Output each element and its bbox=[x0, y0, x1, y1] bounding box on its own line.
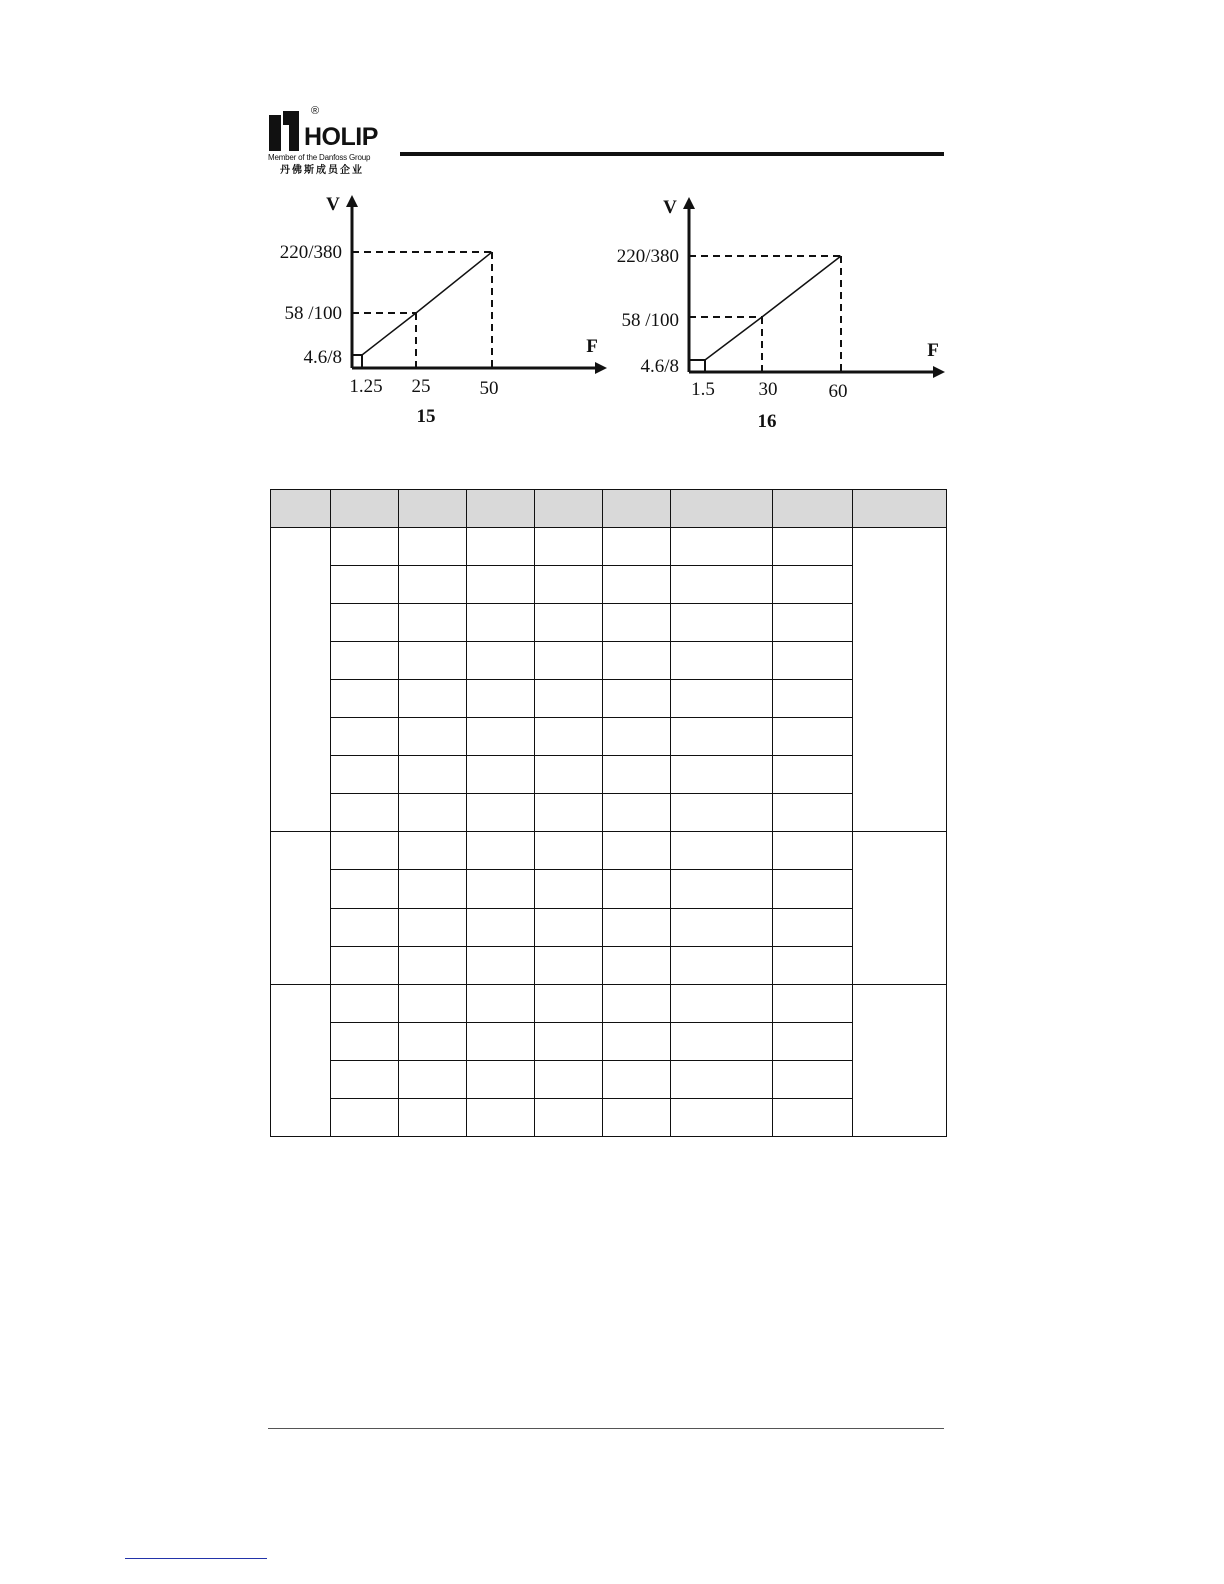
table-cell bbox=[467, 680, 535, 718]
chart-15-x-tick-label: 1.25 bbox=[349, 376, 383, 397]
table-cell bbox=[331, 832, 399, 870]
table-cell bbox=[535, 566, 603, 604]
chart-16-y-tick-label: 4.6/8 bbox=[640, 356, 679, 377]
table-cell bbox=[671, 832, 773, 870]
table-cell bbox=[331, 642, 399, 680]
table-cell bbox=[603, 756, 671, 794]
table-cell bbox=[467, 946, 535, 984]
table-cell bbox=[603, 1022, 671, 1060]
table-cell bbox=[467, 1098, 535, 1136]
chart-16-x-axis-label: F bbox=[927, 340, 939, 361]
table-cell bbox=[467, 984, 535, 1022]
table-cell bbox=[535, 642, 603, 680]
chart-16-y-tick-label: 220/380 bbox=[616, 246, 679, 267]
table-row bbox=[271, 1022, 947, 1060]
table-cell bbox=[671, 756, 773, 794]
table-cell bbox=[773, 870, 853, 908]
table-cell bbox=[331, 908, 399, 946]
table-row bbox=[271, 908, 947, 946]
table-cell bbox=[603, 1098, 671, 1136]
table-row bbox=[271, 984, 947, 1022]
table-cell bbox=[331, 794, 399, 832]
table-cell bbox=[331, 870, 399, 908]
table-cell bbox=[535, 1022, 603, 1060]
chart-16-x-tick-label: 30 bbox=[758, 379, 778, 400]
chart-16-x-axis-arrow-icon bbox=[933, 366, 945, 378]
chart-15-y-tick-label: 220/380 bbox=[279, 242, 342, 263]
table-row bbox=[271, 832, 947, 870]
chart-15-x-tick-label: 25 bbox=[411, 376, 431, 397]
table-cell bbox=[773, 832, 853, 870]
table-row bbox=[271, 718, 947, 756]
table-cell bbox=[671, 984, 773, 1022]
table-cell bbox=[671, 1060, 773, 1098]
table-cell bbox=[399, 756, 467, 794]
table-cell bbox=[603, 870, 671, 908]
table-row bbox=[271, 870, 947, 908]
table-header-cell bbox=[467, 490, 535, 528]
chart-16-vf-line bbox=[705, 256, 841, 360]
table-cell bbox=[603, 642, 671, 680]
table-cell bbox=[603, 1060, 671, 1098]
table-cell bbox=[773, 1022, 853, 1060]
table-cell bbox=[773, 1098, 853, 1136]
table-cell bbox=[773, 680, 853, 718]
table-header-cell bbox=[399, 490, 467, 528]
registered-mark: ® bbox=[311, 105, 320, 117]
table-cell bbox=[773, 642, 853, 680]
table-cell bbox=[399, 908, 467, 946]
group-label-cell bbox=[271, 528, 331, 832]
table-row bbox=[271, 946, 947, 984]
parameter-table-body bbox=[270, 489, 947, 1137]
table-cell bbox=[331, 604, 399, 642]
chart-15-vf-line bbox=[362, 252, 492, 355]
table-cell bbox=[671, 718, 773, 756]
table-row bbox=[271, 756, 947, 794]
group-note-cell bbox=[853, 984, 947, 1136]
table-cell bbox=[773, 1060, 853, 1098]
chart-15-y-axis-label: V bbox=[326, 194, 340, 215]
table-cell bbox=[399, 870, 467, 908]
table-cell bbox=[603, 528, 671, 566]
table-cell bbox=[535, 528, 603, 566]
brand-name: HOLIP bbox=[304, 123, 378, 151]
table-cell bbox=[467, 870, 535, 908]
table-cell bbox=[399, 1022, 467, 1060]
table-header-row bbox=[271, 490, 947, 528]
group-note-cell bbox=[853, 528, 947, 832]
table-cell bbox=[603, 680, 671, 718]
group-label-cell bbox=[271, 832, 331, 984]
chart-15-y-axis-arrow-icon bbox=[346, 195, 358, 207]
table-cell bbox=[399, 1098, 467, 1136]
table-row bbox=[271, 1098, 947, 1136]
table-cell bbox=[603, 604, 671, 642]
brand-tagline-cn: 丹佛斯成员企业 bbox=[280, 165, 364, 176]
table-cell bbox=[773, 946, 853, 984]
table-header-cell bbox=[271, 490, 331, 528]
table-cell bbox=[671, 528, 773, 566]
table-cell bbox=[399, 794, 467, 832]
chart-15-x-axis-label: F bbox=[586, 336, 598, 357]
table-cell bbox=[467, 1060, 535, 1098]
table-cell bbox=[773, 604, 853, 642]
group-note-cell bbox=[853, 832, 947, 984]
table-header-cell bbox=[853, 490, 947, 528]
table-cell bbox=[331, 984, 399, 1022]
table-cell bbox=[399, 718, 467, 756]
footer-link-underline[interactable] bbox=[125, 1558, 267, 1559]
table-cell bbox=[603, 794, 671, 832]
group-label-cell bbox=[271, 984, 331, 1136]
table-cell bbox=[535, 984, 603, 1022]
table-row bbox=[271, 604, 947, 642]
chart-15-y-tick-label: 4.6/8 bbox=[303, 347, 342, 368]
table-cell bbox=[535, 680, 603, 718]
chart-16-y-axis-arrow-icon bbox=[683, 197, 695, 209]
table-cell bbox=[331, 946, 399, 984]
table-cell bbox=[671, 604, 773, 642]
table-cell bbox=[535, 870, 603, 908]
table-cell bbox=[773, 566, 853, 604]
table-header-cell bbox=[331, 490, 399, 528]
table-cell bbox=[671, 680, 773, 718]
table-cell bbox=[603, 832, 671, 870]
table-cell bbox=[467, 566, 535, 604]
table-cell bbox=[399, 946, 467, 984]
vf-curve-charts bbox=[0, 0, 1224, 480]
table-row bbox=[271, 642, 947, 680]
table-cell bbox=[773, 984, 853, 1022]
table-cell bbox=[331, 528, 399, 566]
table-cell bbox=[331, 1098, 399, 1136]
table-cell bbox=[399, 680, 467, 718]
table-cell bbox=[671, 566, 773, 604]
table-cell bbox=[671, 1098, 773, 1136]
table-cell bbox=[671, 794, 773, 832]
table-cell bbox=[773, 528, 853, 566]
table-cell bbox=[399, 984, 467, 1022]
chart-16-x-tick-label: 1.5 bbox=[691, 379, 715, 400]
table-cell bbox=[331, 1022, 399, 1060]
table-cell bbox=[467, 604, 535, 642]
table-cell bbox=[467, 756, 535, 794]
table-cell bbox=[467, 642, 535, 680]
brand-tagline: Member of the Danfoss Group bbox=[268, 153, 371, 162]
table-cell bbox=[535, 832, 603, 870]
table-cell bbox=[331, 566, 399, 604]
table-cell bbox=[331, 718, 399, 756]
table-cell bbox=[399, 566, 467, 604]
chart-16-figure-number: 16 bbox=[757, 411, 777, 432]
chart-16-low-point-bracket bbox=[689, 360, 705, 372]
table-cell bbox=[671, 870, 773, 908]
table-cell bbox=[535, 604, 603, 642]
table-cell bbox=[535, 908, 603, 946]
table-cell bbox=[467, 908, 535, 946]
table-header-cell bbox=[535, 490, 603, 528]
table-cell bbox=[331, 1060, 399, 1098]
table-cell bbox=[535, 1098, 603, 1136]
chart-15-y-tick-label: 58 /100 bbox=[284, 303, 342, 324]
table-cell bbox=[773, 794, 853, 832]
chart-16-x-tick-label: 60 bbox=[828, 381, 848, 402]
table-cell bbox=[773, 756, 853, 794]
table-cell bbox=[535, 794, 603, 832]
table-cell bbox=[535, 756, 603, 794]
table-cell bbox=[773, 908, 853, 946]
table-cell bbox=[467, 1022, 535, 1060]
table-cell bbox=[331, 680, 399, 718]
table-cell bbox=[467, 528, 535, 566]
table-row bbox=[271, 680, 947, 718]
chart-16-y-tick-label: 58 /100 bbox=[621, 310, 679, 331]
table-cell bbox=[399, 832, 467, 870]
table-cell bbox=[331, 756, 399, 794]
table-header-cell bbox=[773, 490, 853, 528]
table-header-cell bbox=[671, 490, 773, 528]
table-cell bbox=[535, 1060, 603, 1098]
parameter-table bbox=[270, 489, 946, 1137]
chart-15-figure-number: 15 bbox=[416, 406, 436, 427]
table-cell bbox=[603, 946, 671, 984]
table-row bbox=[271, 528, 947, 566]
table-row bbox=[271, 1060, 947, 1098]
table-cell bbox=[535, 718, 603, 756]
table-cell bbox=[399, 1060, 467, 1098]
table-header-cell bbox=[603, 490, 671, 528]
table-cell bbox=[399, 604, 467, 642]
table-cell bbox=[671, 1022, 773, 1060]
table-cell bbox=[603, 718, 671, 756]
table-cell bbox=[467, 718, 535, 756]
table-cell bbox=[603, 984, 671, 1022]
table-cell bbox=[535, 946, 603, 984]
table-cell bbox=[773, 718, 853, 756]
table-cell bbox=[603, 908, 671, 946]
table-cell bbox=[467, 832, 535, 870]
footer-rule bbox=[268, 1428, 944, 1429]
table-cell bbox=[467, 794, 535, 832]
table-cell bbox=[399, 528, 467, 566]
chart-15-x-tick-label: 50 bbox=[479, 378, 499, 399]
chart-15-x-axis-arrow-icon bbox=[595, 362, 607, 374]
table-cell bbox=[399, 642, 467, 680]
chart-16-y-axis-label: V bbox=[663, 197, 677, 218]
table-cell bbox=[671, 642, 773, 680]
table-cell bbox=[671, 946, 773, 984]
table-row bbox=[271, 566, 947, 604]
table-cell bbox=[603, 566, 671, 604]
table-cell bbox=[671, 908, 773, 946]
table-row bbox=[271, 794, 947, 832]
